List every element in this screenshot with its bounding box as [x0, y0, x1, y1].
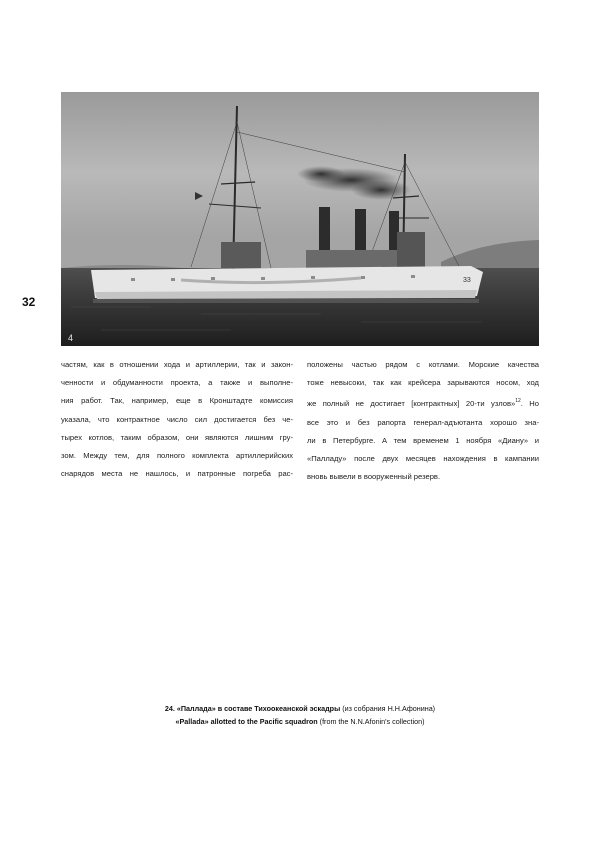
text-line: положены частью рядом с котлами. Морские качества [307, 360, 539, 369]
text-line: ния работ. Так, например, еще в Кронштадте комиссия [61, 396, 293, 406]
svg-text:33: 33 [463, 277, 471, 284]
page-number: 32 [22, 295, 36, 309]
text-line: «Палладу» после двух месяцев нахождения в кампании [307, 454, 539, 464]
text-line: же полный не достигает [контрактных] 20-ти узлов» [307, 399, 516, 409]
text-line: тоже невысоки, так как крейсера зарываются носом, ход [307, 378, 539, 388]
ship-photo [61, 92, 539, 346]
text-line: тырех котлов, таким образом, они являются лишним гру- [61, 432, 293, 442]
text-column-right [307, 356, 539, 486]
caption-russian [60, 703, 540, 716]
footnote-ref: 12 [515, 398, 521, 405]
ship-photo-icon [61, 92, 539, 346]
caption-number: 24. [164, 704, 175, 713]
caption-en-source: (from the N.N.Afonin's collection) [319, 716, 425, 726]
text-line: ченности и обдуманности проекта, а также и выполне- [61, 378, 293, 388]
caption-ru-title: «Паллада» в составе Тихоокеанской эскадры [176, 704, 341, 713]
caption-en-title: «Pallada» allotted to the Pacific squadron [175, 716, 318, 726]
caption-ru-source: (из собрания Н.Н.Афонина) [342, 704, 436, 713]
text-column-left [61, 356, 293, 483]
text-line: ли в Петербурге. А тем временем 1 ноября «Диану» и [307, 435, 539, 445]
caption-english [60, 716, 540, 729]
photo-number: 4 [68, 333, 74, 343]
text-line: зом. Между тем, для полного комплекта артиллерийских [61, 451, 293, 461]
text-line: указала, что контрактное число сил достигается без че- [61, 414, 293, 424]
text-line-with-footnote [307, 392, 539, 413]
text-line: снарядов места не нашлось, и патронные погреба рас- [61, 469, 293, 479]
text-line: частям, как в отношении хода и артиллерии, так и закон- [61, 360, 293, 369]
text-line: вновь вывели в вооруженный резерв. [307, 472, 441, 482]
text-line-tail: . Но [520, 399, 539, 409]
photo-caption [60, 703, 540, 728]
text-line: все это и без рапорта генерал-адъютанта хорошо зна- [307, 417, 539, 427]
